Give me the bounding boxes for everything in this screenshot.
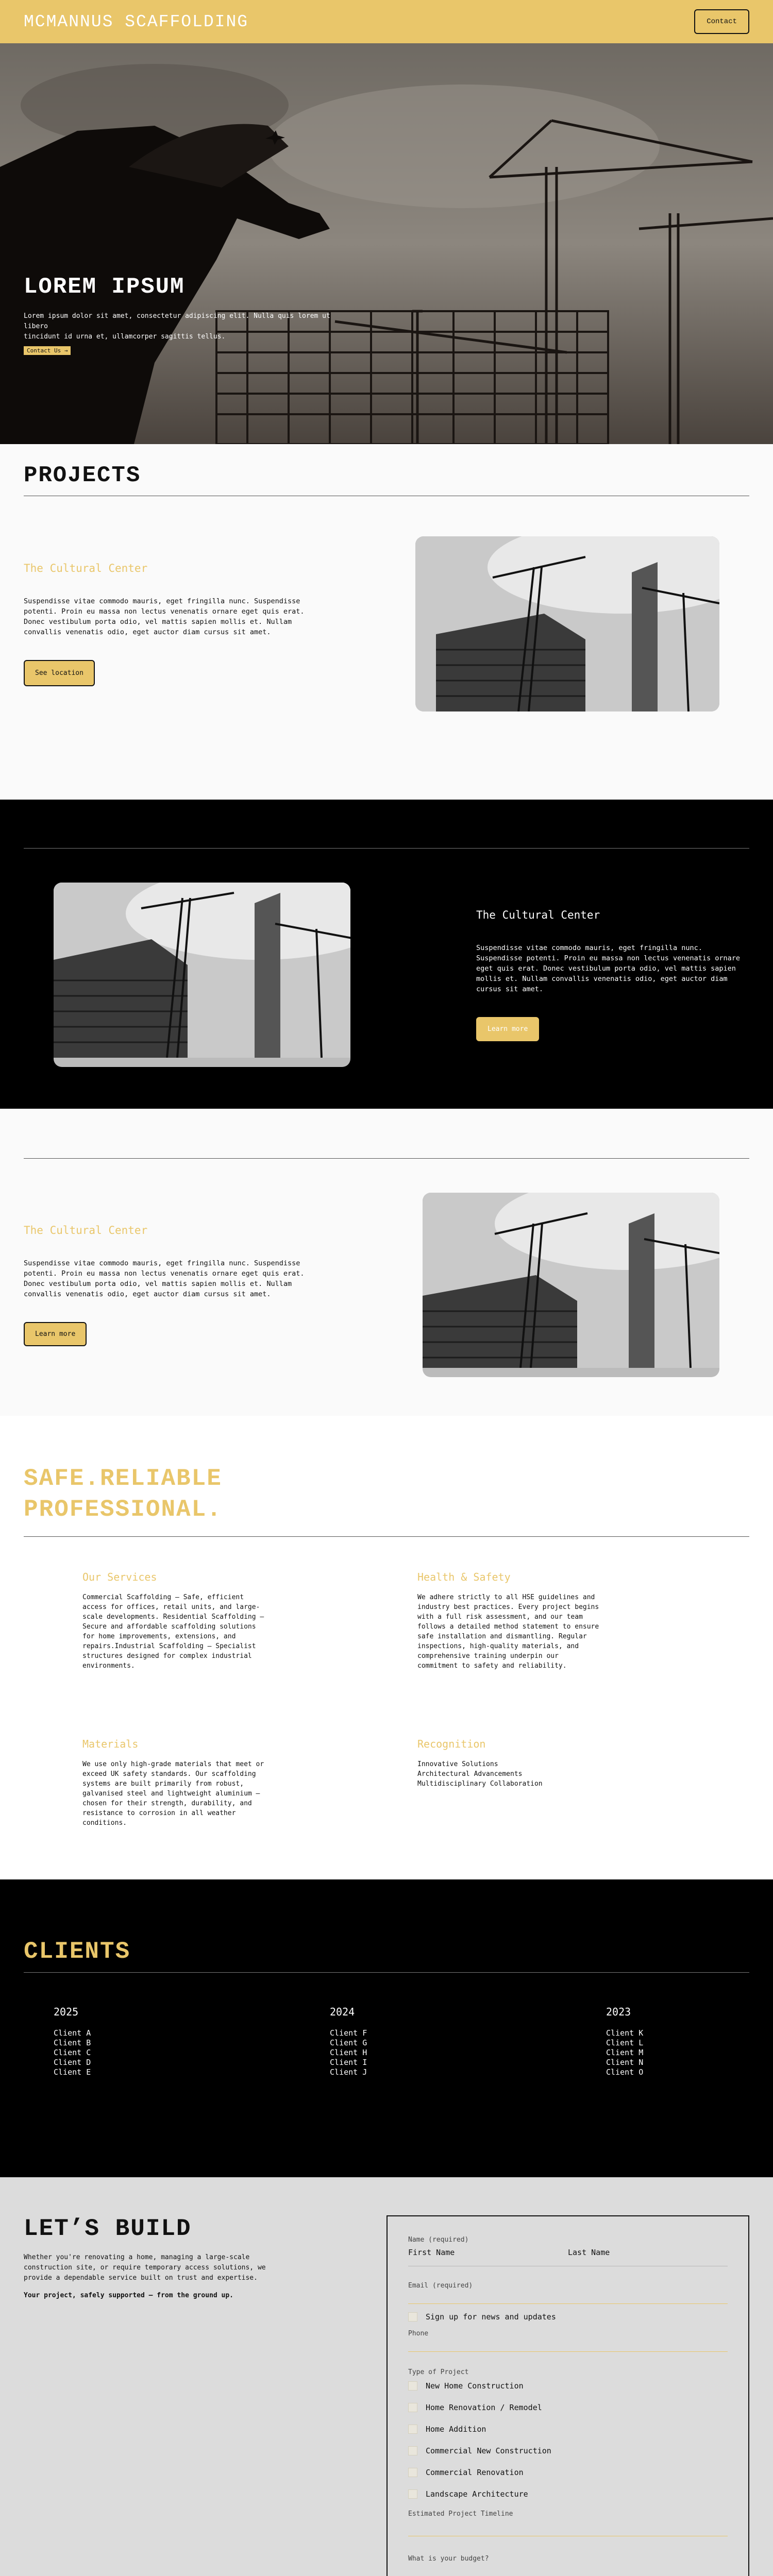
- name-label: [408, 2236, 728, 2244]
- projects-title: PROJECTS: [24, 463, 141, 488]
- see-location-button[interactable]: See location: [24, 660, 95, 686]
- feature-body: Commercial Scaffolding – Safe, efficient access for offices, retail units, and large-scale developments. Residential Scaffolding – Secure and affordable scaffolding solutions for home improvements, extensions, and repairs.Industrial Scaffolding – Specialist structures designed for complex industrial environments.: [82, 1594, 264, 1670]
- project-type-option[interactable]: [408, 2381, 728, 2391]
- option-label: Commercial New Construction: [426, 2446, 551, 2455]
- project-description: Suspendisse vitae commodo mauris, eget fringilla nunc. Suspendisse potenti. Proin eu massa non lectus venenatis ornare eget quis erat. Donec vestibulum porta odio, vel mattis sapien mollis et. Nullam convallis venenatis odio, eget auctor diam cursus sit amet.: [476, 943, 741, 993]
- client-year: 2025: [54, 2006, 79, 2018]
- feature-services: [82, 1571, 417, 1738]
- learn-more-button[interactable]: Learn more: [476, 1017, 539, 1041]
- project-type-option[interactable]: [408, 2425, 728, 2434]
- newsletter-checkbox-row[interactable]: [408, 2312, 728, 2321]
- project-description: Suspendisse vitae commodo mauris, eget fringilla nunc. Suspendisse potenti. Proin eu massa non lectus venenatis ornare eget quis erat. Donec vestibulum porta odio, vel mattis sapien mollis et. Nullam convallis venenatis odio, eget auctor diam cursus sit amet.: [24, 1259, 305, 1298]
- about-title-line-1: SAFE.RELIABLE: [24, 1465, 222, 1492]
- contact-title: LET’S BUILD: [24, 2215, 192, 2242]
- client-list: Client K Client L Client M Client N Client O: [606, 2028, 644, 2077]
- feature-body: Innovative Solutions Architectural Advancements Multidisciplinary Collaboration: [417, 1760, 543, 1788]
- first-name-label: First Name: [408, 2248, 455, 2257]
- budget-input[interactable]: [408, 2572, 728, 2576]
- feature-title: Health & Safety: [417, 1571, 511, 1583]
- contact-tagline: Your project, safely supported – from the ground up.: [24, 2292, 233, 2299]
- timeline-label: Estimated Project Timeline: [408, 2510, 513, 2518]
- client-year: 2023: [606, 2006, 631, 2018]
- last-name-label: Last Name: [568, 2248, 610, 2257]
- checkbox[interactable]: [408, 2425, 417, 2434]
- budget-label: What is your budget?: [408, 2555, 489, 2563]
- option-label: Landscape Architecture: [426, 2489, 528, 2499]
- client-year: 2024: [330, 2006, 355, 2018]
- dark-divider: [24, 848, 749, 849]
- contact-intro: [24, 2215, 386, 2576]
- about-title-line-2: PROFESSIONAL.: [24, 1496, 222, 1523]
- option-label: Commercial Renovation: [426, 2468, 524, 2477]
- feature-body: We adhere strictly to all HSE guidelines and industry best practices. Every project begins with a full risk assessment, and our team follows a detailed method statement to ensure safe installation and dismantling. Regular inspections, high-quality materials, and comprehensive training underpin our commitment to safety and reliability.: [417, 1594, 599, 1670]
- contact-section: [0, 2177, 773, 2576]
- project-image: [423, 1193, 719, 1377]
- client-column: [54, 2006, 330, 2077]
- name-label-text: Name: [408, 2236, 425, 2244]
- hero-text-line-1: Lorem ipsum dolor sit amet, consectetur adipiscing elit. Nulla quis lorem ut libero: [24, 312, 330, 330]
- site-header: [0, 0, 773, 43]
- checkbox[interactable]: [408, 2446, 417, 2455]
- checkbox[interactable]: [408, 2403, 417, 2412]
- clients-section: [0, 1879, 773, 2177]
- client-column: [330, 2006, 606, 2077]
- project-dark-section: [0, 800, 773, 1109]
- clients-title: CLIENTS: [24, 1938, 131, 1965]
- timeline-input[interactable]: [408, 2527, 728, 2536]
- project-card: [0, 536, 773, 711]
- project-title: The Cultural Center: [476, 908, 600, 921]
- newsletter-label: Sign up for news and updates: [426, 2312, 556, 2321]
- project-card: [0, 1193, 773, 1377]
- projects-section: [0, 444, 773, 800]
- first-name-input[interactable]: [408, 2257, 568, 2266]
- project-type-option[interactable]: [408, 2403, 728, 2412]
- hero-title: LOREM IPSUM: [24, 274, 185, 300]
- newsletter-checkbox[interactable]: [408, 2312, 417, 2321]
- about-section: [0, 1416, 773, 1879]
- project-type-option[interactable]: [408, 2446, 728, 2455]
- checkbox[interactable]: [408, 2381, 417, 2391]
- project-title: The Cultural Center: [24, 1224, 148, 1236]
- clients-divider: [24, 1972, 749, 1973]
- light-divider: [24, 1158, 749, 1159]
- project-image: [415, 536, 719, 711]
- client-list: Client F Client G Client H Client I Client J: [330, 2028, 367, 2077]
- last-name-field[interactable]: [568, 2244, 728, 2266]
- project-title: The Cultural Center: [24, 562, 148, 574]
- phone-label: Phone: [408, 2330, 429, 2337]
- hero-section: [0, 43, 773, 444]
- project-card: [0, 883, 773, 1067]
- last-name-input[interactable]: [568, 2257, 728, 2266]
- email-label-text: Email: [408, 2282, 429, 2290]
- learn-more-button[interactable]: Learn more: [24, 1322, 87, 1346]
- features-grid: [0, 1571, 773, 1828]
- brand-logo[interactable]: MCMANNUS SCAFFOLDING: [24, 12, 249, 31]
- hero-contact-link[interactable]: Contact Us →: [24, 346, 71, 355]
- project-description: Suspendisse vitae commodo mauris, eget fringilla nunc. Suspendisse potenti. Proin eu massa non lectus venenatis ornare eget quis erat. Donec vestibulum porta odio, vel mattis sapien mollis et. Nullam convallis venenatis odio, eget auctor diam cursus sit amet.: [24, 597, 305, 636]
- feature-recognition: [417, 1738, 752, 1828]
- client-list: Client A Client B Client C Client D Client E: [54, 2028, 91, 2077]
- feature-title: Recognition: [417, 1738, 486, 1750]
- client-column: [606, 2006, 761, 2077]
- email-input[interactable]: [408, 2295, 728, 2304]
- project-image: [54, 883, 350, 1067]
- email-label: [408, 2282, 728, 2290]
- project-type-option[interactable]: [408, 2489, 728, 2499]
- contact-form: [386, 2215, 749, 2576]
- project-type-label: Type of Project: [408, 2368, 469, 2376]
- checkbox[interactable]: [408, 2468, 417, 2477]
- first-name-field[interactable]: [408, 2244, 568, 2266]
- hero-text-line-2: tincidunt id urna et, ullamcorper sagittis tellus.: [24, 333, 226, 341]
- hero-content: [24, 274, 343, 355]
- feature-materials: [82, 1738, 417, 1828]
- hero-text: [24, 311, 343, 342]
- contact-button[interactable]: Contact: [694, 9, 749, 34]
- phone-input[interactable]: [408, 2343, 728, 2352]
- project-light-section: [0, 1109, 773, 1416]
- feature-title: Our Services: [82, 1571, 157, 1583]
- feature-body: We use only high-grade materials that meet or exceed UK safety standards. Our scaffolding systems are built primarily from robust, galvanised steel and lightweight aluminium – chosen for their strength, durability, and resistance to corrosion in all weather conditions.: [82, 1760, 264, 1827]
- required-marker: (required): [428, 2236, 469, 2244]
- option-label: Home Renovation / Remodel: [426, 2403, 542, 2412]
- contact-text: Whether you're renovating a home, managing a large-scale construction site, or require temporary access solutions, we provide a dependable service built on trust and expertise.: [24, 2253, 266, 2282]
- feature-health-safety: [417, 1571, 752, 1738]
- feature-title: Materials: [82, 1738, 139, 1750]
- required-marker: (required): [432, 2282, 473, 2290]
- hero-background-image: [0, 43, 773, 444]
- about-divider: [24, 1536, 749, 1537]
- clients-columns: [0, 2006, 773, 2077]
- option-label: Home Addition: [426, 2425, 486, 2434]
- checkbox[interactable]: [408, 2489, 417, 2499]
- project-type-option[interactable]: [408, 2468, 728, 2477]
- option-label: New Home Construction: [426, 2381, 524, 2391]
- project-type-options: [408, 2381, 728, 2499]
